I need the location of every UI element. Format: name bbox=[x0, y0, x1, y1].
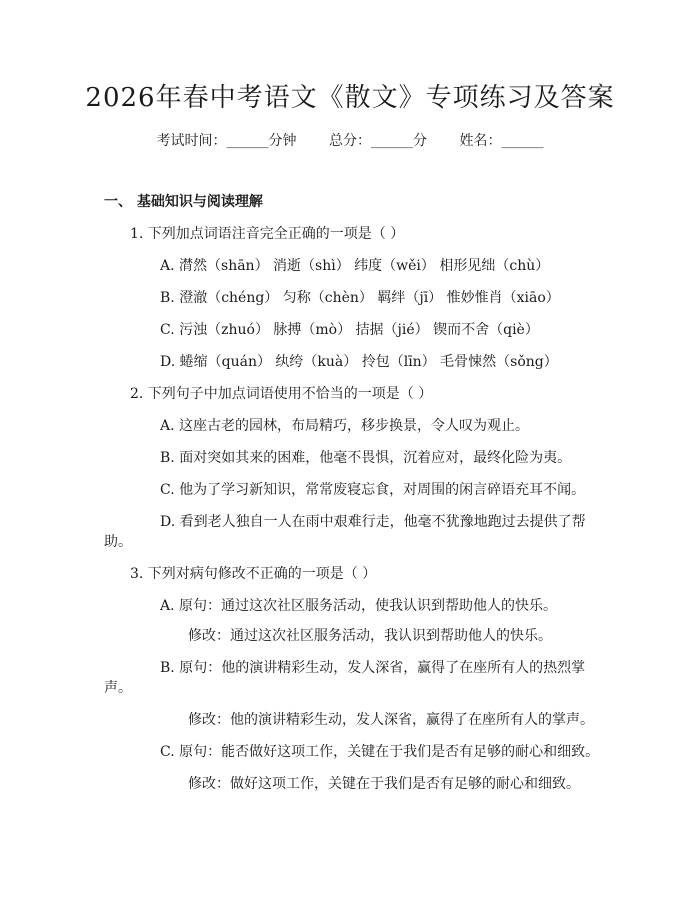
question-2-option-d-continued: 助。 bbox=[104, 534, 132, 550]
question-3-stem: 3. 下列对病句修改不正确的一项是（ ） bbox=[130, 566, 377, 582]
student-name: 姓名：______ bbox=[459, 133, 544, 149]
exam-time: 考试时间：______分钟 bbox=[156, 133, 297, 149]
question-2-option-d: D. 看到老人独自一人在雨中艰难行走，他毫不犹豫地跑过去提供了帮 bbox=[160, 514, 586, 530]
total-score: 总分：______分 bbox=[329, 133, 427, 149]
section-heading: 一、 基础知识与阅读理解 bbox=[104, 194, 263, 210]
question-1-option-d: D. 蜷缩（quán） 纨绔（kuà） 拎包（līn） 毛骨悚然（sǒng） bbox=[160, 354, 558, 370]
question-3-option-a-revision: 修改：通过这次社区服务活动，我认识到帮助他人的快乐。 bbox=[188, 628, 552, 644]
question-2-option-c: C. 他为了学习新知识，常常废寝忘食，对周围的闲言碎语充耳不闻。 bbox=[160, 482, 586, 498]
question-3-option-b-continued: 声。 bbox=[104, 680, 132, 696]
question-1-stem: 1. 下列加点词语注音完全正确的一项是（ ） bbox=[130, 226, 405, 242]
question-3-option-b-original: B. 原句：他的演讲精彩生动，发人深省，赢得了在座所有人的热烈掌 bbox=[160, 660, 586, 676]
question-1-option-c: C. 污浊（zhuó） 脉搏（mò） 拮据（jié） 锲而不舍（qiè） bbox=[160, 322, 539, 338]
question-3-option-c-revision: 修改：做好这项工作，关键在于我们是否有足够的耐心和细致。 bbox=[188, 776, 580, 792]
question-3-option-a-original: A. 原句：通过这次社区服务活动，使我认识到帮助他人的快乐。 bbox=[160, 598, 558, 614]
question-2-option-a: A. 这座古老的园林，布局精巧，移步换景，令人叹为观止。 bbox=[160, 418, 530, 434]
question-2-option-b: B. 面对突如其来的困难，他毫不畏惧，沉着应对，最终化险为夷。 bbox=[160, 450, 572, 466]
question-3-option-c-original: C. 原句：能否做好这项工作，关键在于我们是否有足够的耐心和细致。 bbox=[160, 744, 600, 760]
question-3-option-b-revision: 修改：他的演讲精彩生动，发人深省，赢得了在座所有人的掌声。 bbox=[188, 712, 594, 728]
question-1-option-b: B. 澄澈（chéng） 匀称（chèn） 羁绊（jī） 惟妙惟肖（xiāo） bbox=[160, 290, 560, 306]
document-title: 2026年春中考语文《散文》专项练习及答案 bbox=[85, 83, 615, 113]
exam-meta bbox=[0, 130, 700, 152]
question-2-stem: 2. 下列句子中加点词语使用不恰当的一项是（ ） bbox=[130, 386, 433, 402]
question-1-option-a: A. 潸然（shān） 消逝（shì） 纬度（wěi） 相形见绌（chù） bbox=[160, 258, 550, 274]
